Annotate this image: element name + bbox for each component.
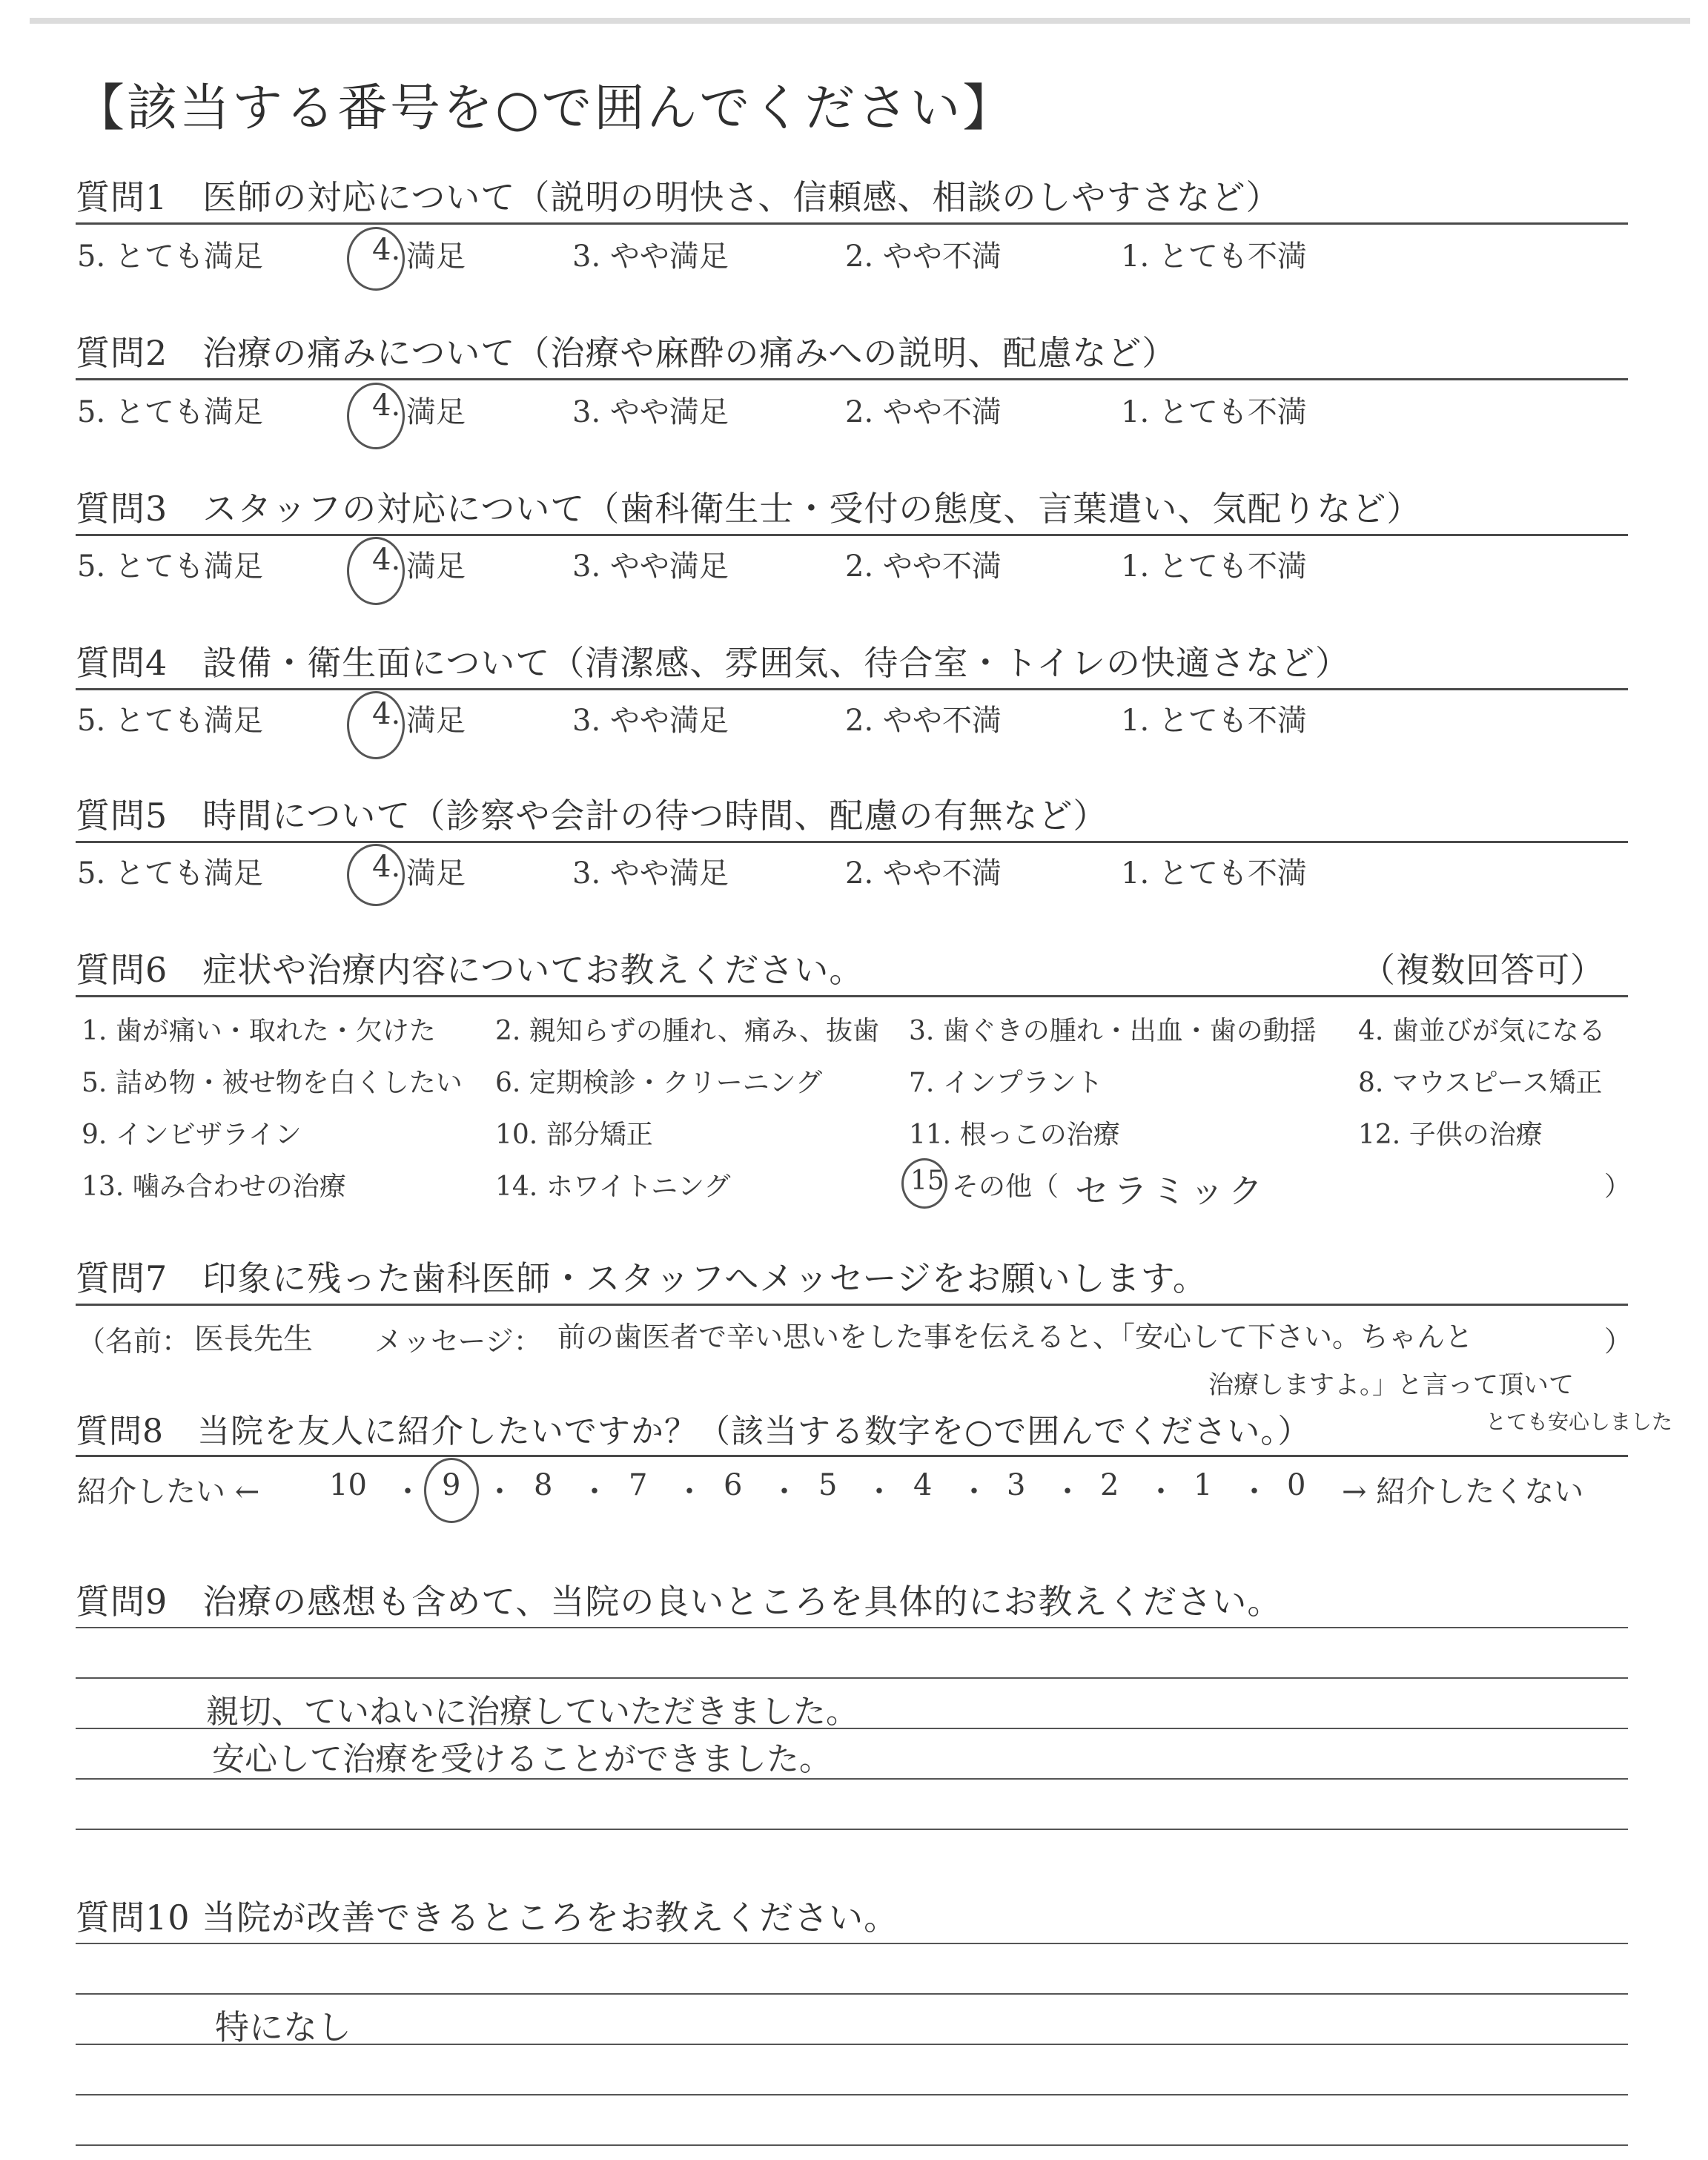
q9-answer-line bbox=[76, 1829, 1628, 1830]
q8-title: 質問8 当院を友人に紹介したいですか？（該当する数字を○で囲んでください。） bbox=[76, 1413, 1311, 1450]
q6-item-15-label: その他（ bbox=[952, 1172, 1059, 1202]
q8-scale-dot: ・ bbox=[675, 1475, 704, 1509]
q1-option-3[interactable]: 3. やや満足 bbox=[572, 240, 729, 274]
q3-rule bbox=[76, 534, 1628, 536]
q10-title: 質問10 当院が改善できるところをお教えください。 bbox=[76, 1898, 899, 1938]
q4-option-4[interactable]: 4. bbox=[372, 697, 401, 731]
q6-title: 質問6 症状や治療内容についてお教えください。 bbox=[76, 950, 864, 990]
q8-scale-5[interactable]: 5 bbox=[818, 1468, 838, 1502]
q9-handwritten-line2[interactable]: 安心して治療を受けることができました。 bbox=[212, 1740, 832, 1778]
q6-other-handwritten-answer[interactable]: セラミック bbox=[1075, 1171, 1268, 1211]
q2-option-4-label: 満足 bbox=[406, 395, 466, 429]
q10-answer-line bbox=[76, 2144, 1628, 2146]
q8-scale-7[interactable]: 7 bbox=[629, 1468, 648, 1502]
q3-option-3[interactable]: 3. やや満足 bbox=[572, 549, 729, 584]
q5-option-4-label: 満足 bbox=[406, 856, 466, 891]
q1-option-1[interactable]: 1. とても不満 bbox=[1121, 240, 1307, 274]
scan-top-edge bbox=[30, 18, 1690, 24]
q5-option-4[interactable]: 4. bbox=[372, 850, 401, 884]
q2-rule bbox=[76, 378, 1628, 380]
q8-selection-circle bbox=[424, 1458, 479, 1523]
q8-rule bbox=[76, 1455, 1628, 1457]
q7-name-label: （名前： bbox=[77, 1325, 191, 1358]
q4-option-3[interactable]: 3. やや満足 bbox=[572, 704, 729, 738]
q9-handwritten-line1[interactable]: 親切、ていねいに治療していただきました。 bbox=[206, 1693, 858, 1731]
q8-scale-2[interactable]: 2 bbox=[1100, 1468, 1119, 1502]
q6-item-2[interactable]: 2. 親知らずの腫れ、痛み、抜歯 bbox=[495, 1016, 880, 1046]
q3-option-2[interactable]: 2. やや不満 bbox=[845, 549, 1002, 584]
q6-item-3[interactable]: 3. 歯ぐきの腫れ・出血・歯の動揺 bbox=[909, 1016, 1317, 1046]
q4-title: 質問4 設備・衛生面について（清潔感、雰囲気、待合室・トイレの快適さなど） bbox=[76, 643, 1351, 683]
q8-scale-dot: ・ bbox=[864, 1475, 894, 1509]
q8-scale-dot: ・ bbox=[485, 1475, 514, 1509]
q4-option-1[interactable]: 1. とても不満 bbox=[1121, 704, 1307, 738]
q3-option-4-label: 満足 bbox=[406, 549, 466, 584]
q7-name-handwritten[interactable]: 医長先生 bbox=[194, 1322, 313, 1356]
q4-option-2[interactable]: 2. やや不満 bbox=[845, 704, 1002, 738]
q4-option-5[interactable]: 5. とても満足 bbox=[77, 704, 263, 738]
q6-item-6[interactable]: 6. 定期検診・クリーニング bbox=[495, 1068, 823, 1098]
q7-message-close: ） bbox=[1604, 1325, 1633, 1358]
q8-scale-3[interactable]: 3 bbox=[1007, 1468, 1026, 1502]
q1-option-4-label: 満足 bbox=[406, 240, 466, 274]
q7-rule bbox=[76, 1304, 1628, 1306]
q7-message-handwritten-line3[interactable]: とても安心しました bbox=[1486, 1410, 1673, 1434]
q1-option-5[interactable]: 5. とても満足 bbox=[77, 240, 263, 274]
q8-scale-dot: ・ bbox=[959, 1475, 989, 1509]
q4-option-4-label: 満足 bbox=[406, 704, 466, 738]
q1-rule bbox=[76, 222, 1628, 225]
q5-rule bbox=[76, 841, 1628, 843]
q5-title: 質問5 時間について（診察や会計の待つ時間、配慮の有無など） bbox=[76, 796, 1108, 836]
q2-title: 質問2 治療の痛みについて（治療や麻酔の痛みへの説明、配慮など） bbox=[76, 333, 1177, 373]
q8-scale-dot: ・ bbox=[1239, 1475, 1269, 1509]
q2-option-5[interactable]: 5. とても満足 bbox=[77, 395, 263, 429]
q6-item-9[interactable]: 9. インビザライン bbox=[82, 1120, 302, 1150]
q8-scale-10[interactable]: 10 bbox=[329, 1468, 367, 1502]
q3-option-4[interactable]: 4. bbox=[372, 543, 401, 577]
q6-item-13[interactable]: 13. 噛み合わせの治療 bbox=[82, 1172, 346, 1202]
q6-rule bbox=[76, 995, 1628, 997]
q1-option-4[interactable]: 4. bbox=[372, 233, 401, 267]
q6-item-15-selection-circle bbox=[901, 1158, 947, 1209]
q10-answer-line bbox=[76, 1943, 1628, 1944]
q2-option-1[interactable]: 1. とても不満 bbox=[1121, 395, 1307, 429]
q3-option-1[interactable]: 1. とても不満 bbox=[1121, 549, 1307, 584]
q9-answer-line bbox=[76, 1627, 1628, 1628]
q2-option-2[interactable]: 2. やや不満 bbox=[845, 395, 1002, 429]
q8-scale-1[interactable]: 1 bbox=[1194, 1468, 1213, 1502]
q6-item-15-number[interactable]: 15 bbox=[910, 1166, 944, 1196]
q5-option-1[interactable]: 1. とても不満 bbox=[1121, 856, 1307, 891]
q8-scale-dot: ・ bbox=[580, 1475, 609, 1509]
q6-item-15-close: ） bbox=[1604, 1172, 1632, 1202]
q5-option-2[interactable]: 2. やや不満 bbox=[845, 856, 1002, 891]
q7-message-handwritten-line1[interactable]: 前の歯医者で辛い思いをした事を伝えると、「安心して下さい。ちゃんと bbox=[557, 1321, 1474, 1353]
q2-selection-circle bbox=[347, 383, 405, 449]
q6-item-7[interactable]: 7. インプラント bbox=[909, 1068, 1103, 1098]
q3-selection-circle bbox=[347, 537, 405, 605]
q1-selection-circle bbox=[347, 227, 405, 291]
q8-scale-6[interactable]: 6 bbox=[724, 1468, 743, 1502]
q7-title: 質問7 印象に残った歯科医師・スタッフへメッセージをお願いします。 bbox=[76, 1258, 1208, 1298]
q8-scale-8[interactable]: 8 bbox=[534, 1468, 553, 1502]
q5-option-5[interactable]: 5. とても満足 bbox=[77, 856, 263, 891]
q6-item-10[interactable]: 10. 部分矯正 bbox=[495, 1120, 653, 1150]
q8-left-label: 紹介したい ← bbox=[77, 1475, 260, 1509]
q5-option-3[interactable]: 3. やや満足 bbox=[572, 856, 729, 891]
q10-answer-line bbox=[76, 1993, 1628, 1995]
q4-rule bbox=[76, 688, 1628, 690]
q6-item-8[interactable]: 8. マウスピース矯正 bbox=[1358, 1068, 1603, 1098]
q9-answer-line bbox=[76, 1677, 1628, 1679]
q3-title: 質問3 スタッフの対応について（歯科衛生士・受付の態度、言葉遣い、気配りなど） bbox=[76, 489, 1422, 529]
q8-scale-dot: ・ bbox=[1053, 1475, 1082, 1509]
q8-scale-9[interactable]: 9 bbox=[442, 1468, 461, 1502]
q8-scale-dot: ・ bbox=[393, 1475, 423, 1509]
q9-title: 質問9 治療の感想も含めて、当院の良いところを具体的にお教えください。 bbox=[76, 1582, 1282, 1622]
q8-scale-dot: ・ bbox=[769, 1475, 799, 1509]
q6-item-14[interactable]: 14. ホワイトニング bbox=[495, 1172, 731, 1202]
page-heading: 【該当する番号を○で囲んでください】 bbox=[74, 79, 1016, 138]
q8-right-label: → 紹介したくない bbox=[1342, 1475, 1584, 1509]
q5-selection-circle bbox=[347, 844, 405, 906]
q1-title: 質問1 医師の対応について（説明の明快さ、信頼感、相談のしやすさなど） bbox=[76, 177, 1281, 217]
q8-scale-4[interactable]: 4 bbox=[913, 1468, 933, 1502]
q10-handwritten-answer[interactable]: 特になし bbox=[215, 2007, 351, 2047]
q2-option-3[interactable]: 3. やや満足 bbox=[572, 395, 729, 429]
q4-selection-circle bbox=[347, 691, 405, 759]
q6-item-11[interactable]: 11. 根っこの治療 bbox=[909, 1120, 1120, 1150]
q6-note: （複数回答可） bbox=[1361, 950, 1605, 990]
q7-message-label: メッセージ： bbox=[374, 1325, 542, 1358]
q6-item-12[interactable]: 12. 子供の治療 bbox=[1358, 1120, 1543, 1150]
q6-item-1[interactable]: 1. 歯が痛い・取れた・欠けた bbox=[82, 1016, 436, 1046]
q3-option-5[interactable]: 5. とても満足 bbox=[77, 549, 263, 584]
q10-answer-line bbox=[76, 2094, 1628, 2095]
q6-item-5[interactable]: 5. 詰め物・被せ物を白くしたい bbox=[82, 1068, 463, 1098]
q8-scale-0[interactable]: 0 bbox=[1287, 1468, 1306, 1502]
q1-option-2[interactable]: 2. やや不満 bbox=[845, 240, 1002, 274]
q8-scale-dot: ・ bbox=[1146, 1475, 1176, 1509]
q2-option-4[interactable]: 4. bbox=[372, 389, 401, 423]
q7-message-handwritten-line2[interactable]: 治療しますよ。」と言って頂いて bbox=[1208, 1370, 1574, 1400]
q6-item-4[interactable]: 4. 歯並びが気になる bbox=[1358, 1016, 1606, 1046]
